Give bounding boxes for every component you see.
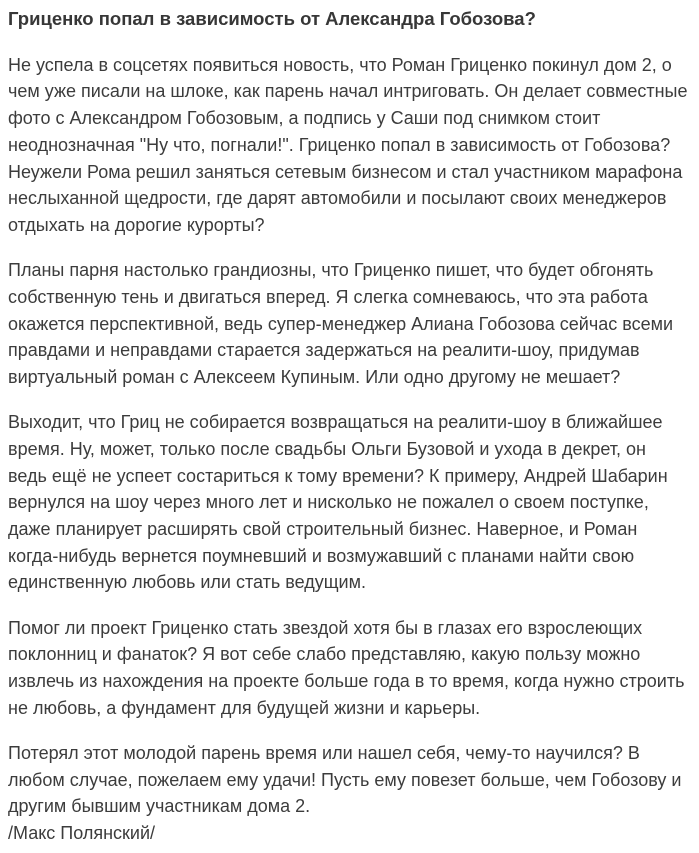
article-title: Гриценко попал в зависимость от Александра Гобозова? bbox=[8, 8, 536, 29]
article-paragraph-1: Не успела в соцсетях появиться новость, что Роман Гриценко покинул дом 2, о чем уже писали на шлоке, как парень начал интриговать. Он делает совместные фото с Александром Гобозовым, а подпись у Саши под снимком стоит неоднозначная "Ну что, погнали!". Гриценко попал в зависимость от Гобозова? Неужели Рома решил заняться сетевым бизнесом и стал участником марафона неслыханной щедрости, где дарят автомобили и посылают своих менеджеров отдыхать на дорогие курорты? bbox=[8, 54, 688, 235]
article-paragraph-5: Потерял этот молодой парень время или нашел себя, чему-то научился? В любом случае, пожелаем ему удачи! Пусть ему повезет больше, чем Гобозову и другим бывшим участникам дома 2. bbox=[8, 742, 682, 817]
article-byline: /Макс Полянский/ bbox=[8, 822, 156, 843]
article-paragraph-4: Помог ли проект Гриценко стать звездой хотя бы в глазах его взрослеющих поклонниц и фанаток? Я вот себе слабо представляю, какую пользу можно извлечь из нахождения на проекте больше года в то время, когда нужно строить не любовь, а фундамент для будущей жизни и карьеры. bbox=[8, 617, 685, 718]
article-paragraph-2: Планы парня настолько грандиозны, что Гриценко пишет, что будет обгонять собственную тень и двигаться вперед. Я слегка сомневаюсь, что эта работа окажется перспективной, ведь супер-менеджер Алиана Гобозова сейчас всеми правдами и неправдами старается задержаться на реалити-шоу, придумав виртуальный роман с Алексеем Купиным. Или одно другому не мешает? bbox=[8, 260, 674, 387]
article-paragraph-3: Выходит, что Гриц не собирается возвращаться на реалити-шоу в ближайшее время. Ну, может, только после свадьбы Ольги Бузовой и ухода в декрет, он ведь ещё не успеет состариться к тому времени? К примеру, Андрей Шабарин вернулся на шоу через много лет и нисколько не пожалел о своем поступке, даже планирует расширять свой строительный бизнес. Наверное, и Роман когда-нибудь вернется поумневший и возмужавший с планами найти свою единственную любовь или стать ведущим. bbox=[8, 412, 668, 593]
